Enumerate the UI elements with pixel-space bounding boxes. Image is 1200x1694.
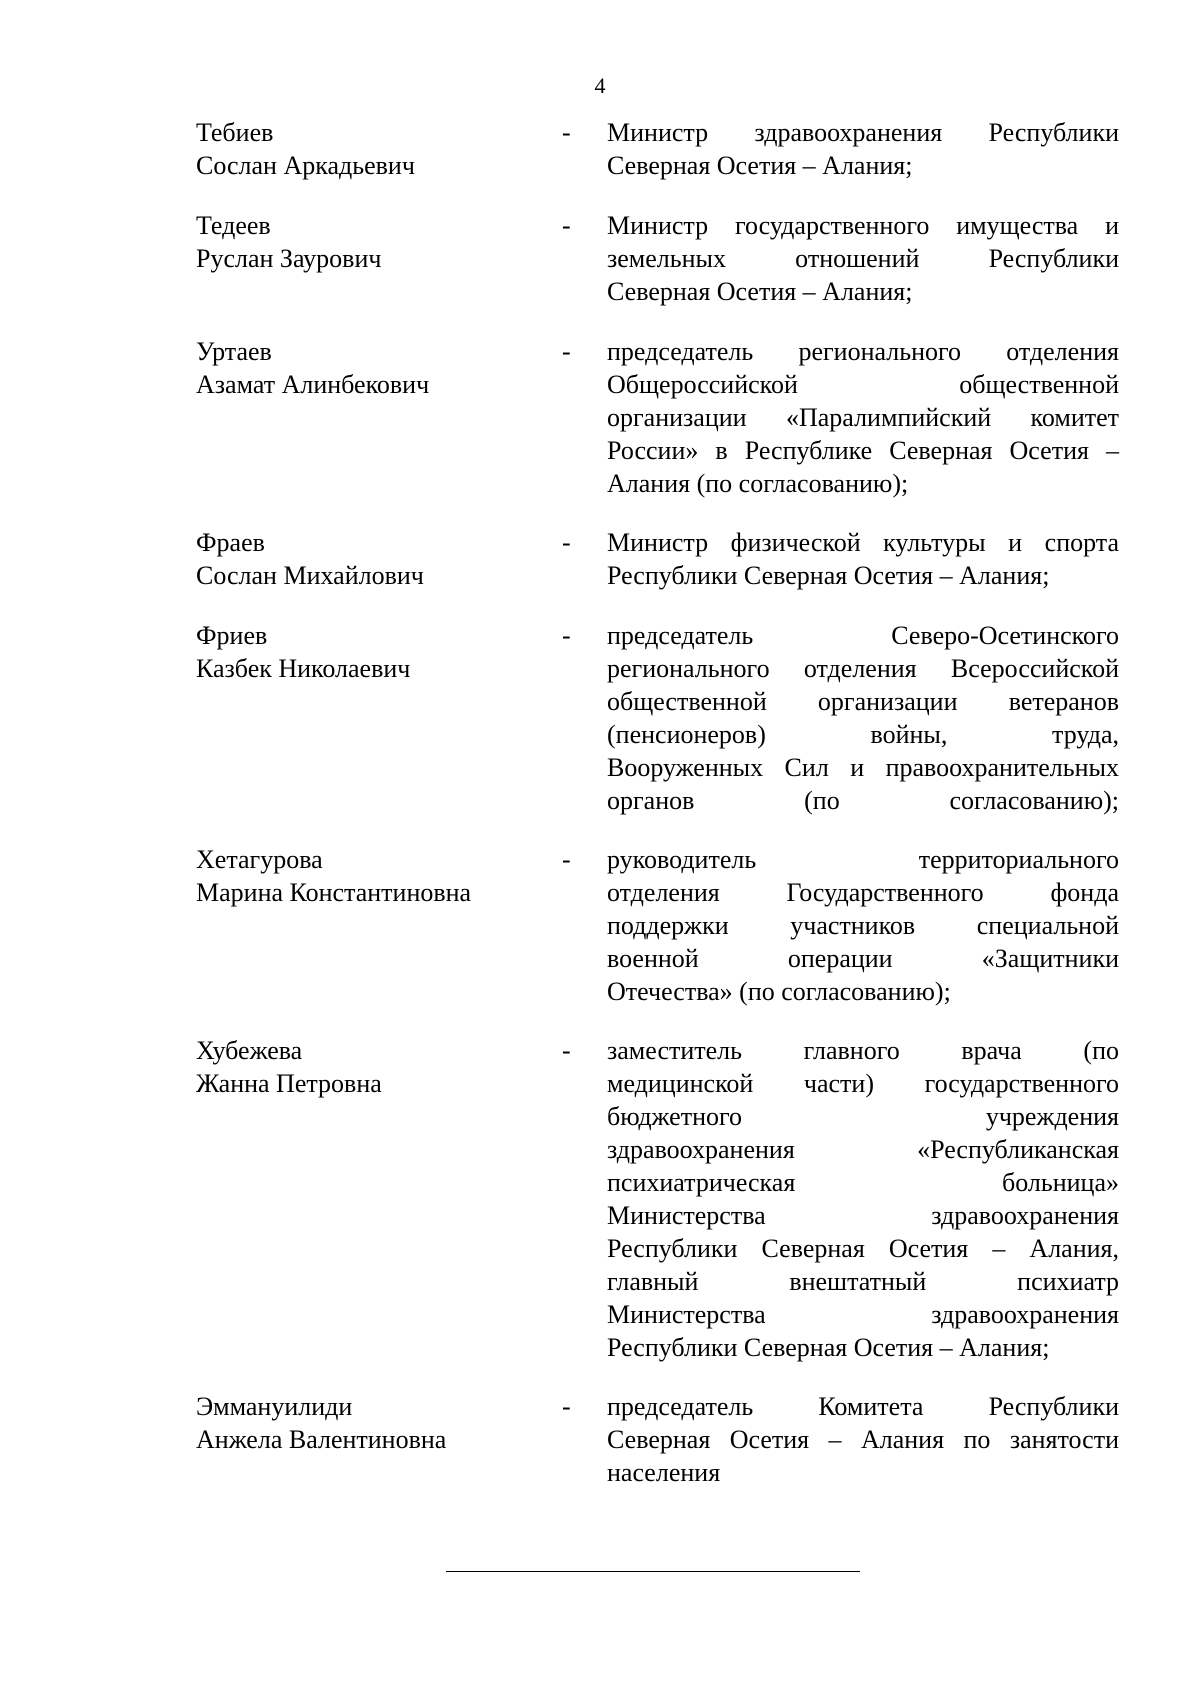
role-line: (пенсионеров) войны, труда, (607, 720, 1119, 749)
member-given-names: Казбек Николаевич (196, 654, 411, 683)
dash-separator: - (562, 118, 571, 147)
member-surname: Тедеев (196, 211, 271, 240)
member-given-names: Руслан Заурович (196, 244, 382, 273)
member-surname: Фраев (196, 528, 265, 557)
member-surname: Фриев (196, 621, 268, 650)
dash-separator: - (562, 1036, 571, 1065)
member-name (196, 1390, 536, 1456)
role-line: Северная Осетия – Алания; (607, 151, 913, 180)
role-line: медицинской части) государственного (607, 1069, 1119, 1098)
role-line: руководитель территориального (607, 845, 1119, 874)
closing-rule (446, 1571, 860, 1572)
member-name (196, 209, 536, 275)
role-line: Министр здравоохранения Республики (607, 118, 1119, 147)
role-line: России» в Республике Северная Осетия – (607, 436, 1119, 465)
member-given-names: Марина Константиновна (196, 878, 472, 907)
member-surname: Тебиев (196, 118, 274, 147)
member-name (196, 843, 536, 909)
role-line: Северная Осетия – Алания по занятости (607, 1425, 1119, 1454)
member-role (607, 1390, 1119, 1489)
role-line: председатель Северо-Осетинского (607, 621, 1119, 650)
role-line: психиатрическая больница» (607, 1168, 1119, 1197)
member-role (607, 335, 1119, 500)
role-line: Общероссийской общественной (607, 370, 1119, 399)
role-line: Алания (по согласованию); (607, 469, 909, 498)
member-role (607, 526, 1119, 592)
member-surname: Уртаев (196, 337, 272, 366)
member-role (607, 209, 1119, 308)
role-line: поддержки участников специальной (607, 911, 1119, 940)
member-role (607, 843, 1119, 1008)
role-line: Северная Осетия – Алания; (607, 277, 913, 306)
role-line: организации «Паралимпийский комитет (607, 403, 1119, 432)
role-line: военной операции «Защитники (607, 944, 1119, 973)
member-name (196, 526, 536, 592)
member-name (196, 1034, 536, 1100)
dash-separator: - (562, 211, 571, 240)
role-line: Республики Северная Осетия – Алания, (607, 1234, 1119, 1263)
member-name (196, 619, 536, 685)
member-name (196, 116, 536, 182)
role-line: Министр физической культуры и спорта (607, 528, 1119, 557)
dash-separator: - (562, 528, 571, 557)
role-line: председатель регионального отделения (607, 337, 1119, 366)
role-line: Отечества» (по согласованию); (607, 977, 951, 1006)
role-line: Министр государственного имущества и (607, 211, 1119, 240)
member-given-names: Сослан Аркадьевич (196, 151, 415, 180)
member-given-names: Анжела Валентиновна (196, 1425, 447, 1454)
role-line: заместитель главного врача (по (607, 1036, 1119, 1065)
dash-separator: - (562, 845, 571, 874)
member-surname: Эммануилиди (196, 1392, 353, 1421)
dash-separator: - (562, 1392, 571, 1421)
member-name (196, 335, 536, 401)
member-given-names: Азамат Алинбекович (196, 370, 430, 399)
role-line: здравоохранения «Республиканская (607, 1135, 1119, 1164)
role-line: Республики Северная Осетия – Алания; (607, 561, 1050, 590)
role-line: земельных отношений Республики (607, 244, 1119, 273)
role-line: Министерства здравоохранения (607, 1201, 1119, 1230)
dash-separator: - (562, 337, 571, 366)
dash-separator: - (562, 621, 571, 650)
member-given-names: Жанна Петровна (196, 1069, 382, 1098)
role-line: Вооруженных Сил и правоохранительных (607, 753, 1119, 782)
role-line: Республики Северная Осетия – Алания; (607, 1333, 1050, 1362)
role-line: бюджетного учреждения (607, 1102, 1119, 1131)
member-surname: Хетагурова (196, 845, 323, 874)
role-line: органов (по согласованию); (607, 786, 1119, 815)
role-line: населения (607, 1458, 721, 1487)
role-line: главный внештатный психиатр (607, 1267, 1119, 1296)
member-role (607, 1034, 1119, 1364)
role-line: общественной организации ветеранов (607, 687, 1119, 716)
page-number: 4 (594, 73, 606, 98)
member-surname: Хубежева (196, 1036, 303, 1065)
role-line: регионального отделения Всероссийской (607, 654, 1119, 683)
member-role (607, 619, 1119, 817)
member-role (607, 116, 1119, 182)
role-line: отделения Государственного фонда (607, 878, 1119, 907)
member-given-names: Сослан Михайлович (196, 561, 424, 590)
role-line: председатель Комитета Республики (607, 1392, 1119, 1421)
role-line: Министерства здравоохранения (607, 1300, 1119, 1329)
